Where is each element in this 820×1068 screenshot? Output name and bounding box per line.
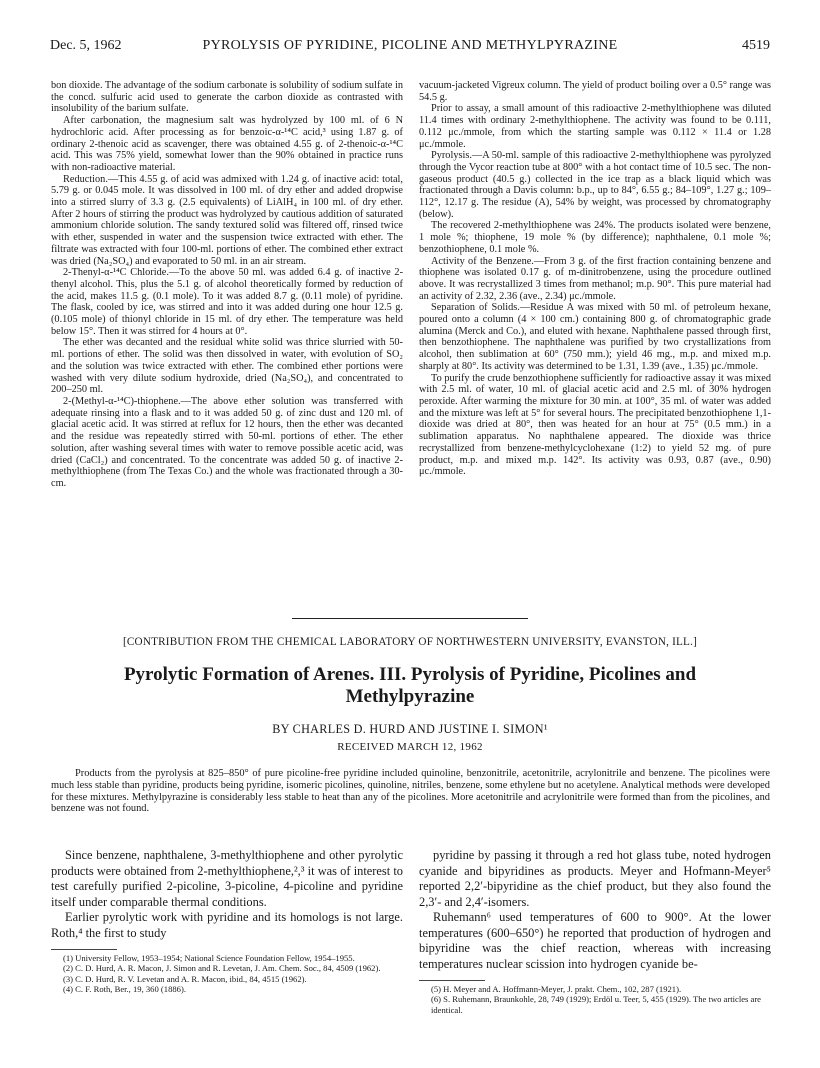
body-left-column	[51, 848, 403, 994]
footnote: (2) C. D. Hurd, A. R. Macon, J. Simon and R. Levetan, J. Am. Chem. Soc., 84, 4509 (1962).	[63, 963, 381, 974]
paragraph: 2-Thenyl-α-¹⁴C Chloride.—To the above 50 ml. was added 6.4 g. of inactive 2-thenyl alcohol. This, plus the 5.1 g. of alcohol theoretically formed by reduction of the acid, makes 11.5 g. (0.1 mole). To it was added 8.7 g. (0.11 mole) of pyridine. The flask, cooled by ice, was stirred and into it was added during one hour 12.5 g. (0.105 mole) of thionyl chloride in 15 ml. of dry ether. The temperature was held below 15°. Then it was stirred for 4 hours at 0°.	[51, 267, 403, 337]
footnotes-left	[51, 949, 403, 994]
paragraph: 2-(Methyl-α-¹⁴C)-thiophene.—The above ether solution was transferred with adequate rinsing into a flask and to it was added 50 g. of zinc dust and 120 ml. of glacial acetic acid. It was stirred at reflux for 12 hours, then the ether was decanted and the residue was repeatedly stirred with 50-ml. portions of ether. The ether solution, after washing several times with water to remove possible acetic acid, was dried (CaCl₂) and concentrated. To the concentrate was added 50 g. of inactive 2-methylthiophene (from The Texas Co.) and the whole was fractionated through a 30-cm.	[51, 395, 403, 489]
paragraph: Separation of Solids.—Residue A was mixed with 50 ml. of petroleum hexane, poured onto a column (4 × 100 cm.) containing 800 g. of chromatographic grade alumina (Merck and Co.), and eluted with hexane. Naphthalene passed through first, then benzothiophene. The naphthalene was purified by two crystallizations from alcohol, then sublimation at 60° (750 mm.); yield 46 mg., m.p. and mixed m.p. sharply at 80°. Its activity was determined to be 1.31, 1.39 (ave., 1.35) μc./mmole.	[419, 302, 771, 372]
paragraph: Activity of the Benzene.—From 3 g. of the first fraction containing benzene and thiophene was isolated 0.17 g. of m-dinitrobenzene, using the procedure outlined above. It was recrystallized 3 times from methanol; m.p. 90°. This pure material had an activity of 2.32, 2.36 (ave., 2.34) μc./mmole.	[419, 255, 771, 302]
footnote-rule	[51, 949, 117, 950]
paragraph: Earlier pyrolytic work with pyridine and its homologs is not large. Roth,⁴ the first to study	[51, 910, 403, 940]
article-title: Pyrolytic Formation of Arenes. III. Pyrolysis of Pyridine, Picolines and Methylpyrazine	[123, 664, 697, 707]
footnote: (5) H. Meyer and A. Hoffmann-Meyer, J. prakt. Chem., 102, 287 (1921).	[431, 984, 682, 994]
paragraph: bon dioxide. The advantage of the sodium carbonate is solubility of sodium sulfate in the concd. sulfuric acid used to generate the carbon dioxide as contrasted with insolubility of the barium sulfate.	[51, 80, 403, 115]
paragraph: Pyrolysis.—A 50-ml. sample of this radioactive 2-methylthiophene was pyrolyzed through the Vycor reaction tube at 800° with a hot contact time of 10.5 sec. The non-gaseous product (40.5 g.) collected in the ice trap as a black liquid which was fractionated through a Davis column: b.p., up to 84°, 6.55 g.; 84–109°, 1.27 g.; 109–112°, 12.17 g. The residue (A), 54% by weight, was processed by chromatography (below).	[419, 150, 771, 220]
authors-line: BY CHARLES D. HURD AND JUSTINE I. SIMON¹	[272, 722, 548, 736]
footnote: (6) S. Ruhemann, Braunkohle, 28, 749 (1929); Erdöl u. Teer, 5, 455 (1929). The two articles are identical.	[431, 994, 761, 1015]
body-right-column	[419, 848, 771, 1015]
contribution-line: [CONTRIBUTION FROM THE CHEMICAL LABORATORY OF NORTHWESTERN UNIVERSITY, EVANSTON, ILL.]	[122, 636, 698, 648]
footnote: (4) C. F. Roth, Ber., 19, 360 (1886).	[63, 983, 186, 994]
running-head	[50, 36, 770, 56]
paragraph: Ruhemann⁶ used temperatures of 600 to 900°. At the lower temperatures (600–650°) he reported that production of hydrogen and bipyridine was the chief reaction, whereas with increasing temperatures nuclear scission into hydrogen cyanide be-	[419, 910, 771, 971]
section-divider	[292, 618, 528, 619]
footnote: (3) C. D. Hurd, R. V. Levetan and A. R. Macon, ibid., 84, 4515 (1962).	[63, 973, 307, 984]
footnote: (1) University Fellow, 1953–1954; National Science Foundation Fellow, 1954–1955.	[63, 953, 355, 963]
abstract: Products from the pyrolysis at 825–850° of pure picoline-free pyridine included quinoline, benzonitrile, acetonitrile, acrylonitrile and benzene. The picolines were much less stable than pyridine, products being pyridine, isomeric picolines, quinoline, nitriles, benzene, some ethylene but no acetylene. Analytical methods were developed for these mixtures. Methylpyrazine is considerably less stable to heat than any of the picolines. More acetonitrile and acrylonitrile were formed than from the picolines, and benzene was not found.	[51, 768, 770, 815]
footnotes-right	[419, 980, 771, 1015]
paragraph: The recovered 2-methylthiophene was 24%. The products isolated were benzene, 1 mole %; thiophene, 19 mole % (by difference); naphthalene, 0.1 mole %; benzothiophene, 0.1 mole %.	[419, 220, 771, 255]
paragraph: To purify the crude benzothiophene sufficiently for radioactive assay it was mixed with 2.5 ml. of water, 10 ml. of glacial acetic acid and 2.5 ml. of 30% hydrogen peroxide. After warming the mixture for 30 min. at 100°, 35 ml. of water was added and the mixture was left at 5° for several hours. The precipitated benzothiophene 1,1-dioxide was dried at 80°, then was heated for an hour at 75° (0.5 mm.) in a sublimation apparatus. No naphthalene appeared. The dioxide was thrice recrystallized from benzene-methylcyclohexane (1:2) to yield 52 mg. of pure product, m.p. and mixed m.p. 142°. Its activity was 0.93, 0.87 (ave., 0.90) μc./mmole.	[419, 372, 771, 478]
running-title: PYROLYSIS OF PYRIDINE, PICOLINE AND METHYLPYRAZINE	[202, 38, 618, 53]
top-right-column	[419, 80, 771, 478]
page-number: 4519	[742, 38, 770, 53]
paragraph: pyridine by passing it through a red hot glass tube, noted hydrogen cyanide and bipyridines as products. Meyer and Hofmann-Meyer⁵ reported 2,2′-bipyridine as the chief product, but they also found the 2,3′- and 2,4′-isomers.	[419, 848, 771, 909]
issue-date: Dec. 5, 1962	[50, 38, 122, 53]
paragraph: Reduction.—This 4.55 g. of acid was admixed with 1.24 g. of inactive acid: total, 5.79 g. or 0.045 mole. It was dissolved in 100 ml. of dry ether and added dropwise into a stirred slurry of 3.3 g. (2.5 equivalents) of LiAlH₄ in 100 ml. of dry ether. After 2 hours of stirring the product was hydrolyzed by cautious addition of saturated ammonium chloride solution. The sandy textured solid was filtered off, rinsed twice with ether, suspended in water and the suspension twice extracted with ether. The filtrate was extracted with four 100-ml. portions of ether. The combined ether extract was dried (Na₂SO₄) and evaporated to 50 ml. in an air stream.	[51, 173, 404, 267]
paragraph: After carbonation, the magnesium salt was hydrolyzed by 100 ml. of 6 N hydrochloric acid. After processing as for benzoic-α-¹⁴C acid,³ using 1.87 g. of ordinary 2-thenoic acid as scavenger, there was obtained 4.55 g. of 2-thenoic-α-¹⁴C acid. This was 75% yield, somewhat lower than the 90% obtained in practice runs with non-radioactive material.	[51, 115, 403, 173]
paragraph: Since benzene, naphthalene, 3-methylthiophene and other pyrolytic products were obtained from 2-methylthiophene,²,³ it was of interest to test carefully purified 2-picoline, 3-picoline, 4-picoline and pyridine itself under comparable thermal conditions.	[51, 848, 403, 909]
footnote-rule	[419, 980, 485, 981]
top-left-column	[51, 80, 403, 490]
paragraph: The ether was decanted and the residual white solid was thrice slurried with 50-ml. portions of ether. The solid was then dissolved in water, with evolution of SO₂ and the solution was twice extracted with ether. The combined ether portions were washed with very dilute sodium hydroxide, dried (Na₂SO₄), and concentrated to 200–250 ml.	[51, 337, 403, 396]
paragraph: Prior to assay, a small amount of this radioactive 2-methylthiophene was diluted 11.4 times with ordinary 2-methylthiophene. The activity was found to be 0.111, 0.112 μc./mmole, from which the starting sample was 0.112 × 11.4 or 1.28 μc./mmole.	[419, 103, 771, 150]
received-date: RECEIVED MARCH 12, 1962	[337, 741, 483, 753]
paragraph: vacuum-jacketed Vigreux column. The yield of product boiling over a 0.5° range was 54.5 g.	[419, 80, 771, 103]
